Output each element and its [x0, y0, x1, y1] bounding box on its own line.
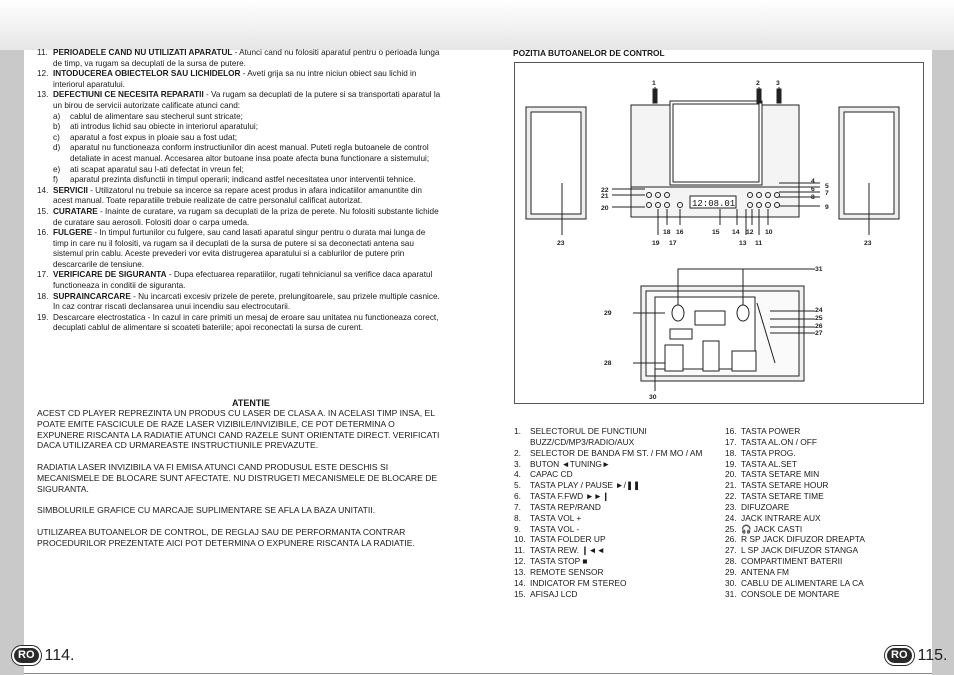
sub-list-item: e) ati scapat aparatul sau l-ati defectat in vreun fel; — [53, 164, 244, 174]
legend-item: 25. 🎧 JACK CASTI — [725, 523, 803, 534]
callout-label: 7 — [825, 190, 829, 197]
atentie-paragraph: ACEST CD PLAYER REPREZINTA UN PRODUS CU LASER DE CLASA A. IN ACELASI TIMP INSA, EL POATE EMITE FASCICULE DE RAZE LASER VIZIBILE/INVIZIBILE, CE POT DETERMINA O EXPUNERE RISCANTA LA RADIATIE ATUNCI CAND RAZELE SUNT ORIENTATE DIRECT. VERIFICATI DACA UTILIZAREA CD URMAREASTE INSTRUCTIUNILE PREVAZUTE. — [37, 408, 440, 451]
legend-item: 23. DIFUZOARE — [725, 501, 790, 512]
callout-label: 20 — [601, 205, 609, 212]
callout-label: 2 — [756, 80, 760, 87]
legend-item: 12. TASTA STOP ■ — [514, 556, 588, 567]
callout-label: 28 — [604, 360, 612, 367]
legend-item: 16. TASTA POWER — [725, 426, 801, 436]
legend-item: 18. TASTA PROG. — [725, 447, 796, 458]
callout-label: 13 — [739, 240, 747, 247]
legend-item: 26. R SP JACK DIFUZOR DREAPTA — [725, 534, 865, 545]
header-band — [0, 0, 954, 50]
callout-label: 23 — [864, 240, 872, 247]
legend-item: 21. TASTA SETARE HOUR — [725, 480, 829, 491]
legend-item: 9. TASTA VOL - — [514, 523, 580, 534]
callout-label: 23 — [557, 240, 565, 247]
legend-item: 17. TASTA AL.ON / OFF — [725, 436, 818, 447]
page-footer-right — [885, 646, 947, 665]
sub-list-item: a) cablul de alimentare sau stecherul sunt stricate; — [53, 111, 243, 121]
footer-rule — [24, 673, 932, 674]
safety-instructions — [37, 48, 442, 334]
language-badge: RO — [885, 646, 914, 665]
legend-item: 1. SELECTORUL DE FUNCTIUNI BUZZ/CD/MP3/RADIO/AUX — [514, 426, 647, 447]
callout-label: 29 — [604, 310, 612, 317]
list-item: 18. SUPRAINCARCARE - Nu incarcati excesiv prizele de perete, prelungitoarele, sau prizele multiple casnice. In caz contrar riscati declansarea unui incendiu sau electrocutarii. — [37, 291, 440, 312]
sub-list-item: f) aparatul prezinta disfunctii in timpul operarii; indicand astfel necesitatea unor interventii tehnice. — [53, 175, 416, 185]
legend-item: 22. TASTA SETARE TIME — [725, 491, 824, 502]
legend-left — [514, 426, 720, 600]
legend-item: 30. CABLU DE ALIMENTARE LA CA — [725, 577, 864, 588]
atentie-paragraph: RADIATIA LASER INVIZIBILA VA FI EMISA ATUNCI CAND PRODUSUL ESTE DESCHIS SI MECANISMELE DE BLOCARE SUNT AFECTATE. NU DISTRUGETI MECANISMELE DE BLOCARE DE SIGURANTA. — [37, 461, 438, 494]
legend-item: 29. ANTENA FM — [725, 566, 789, 577]
legend-item: 2. SELECTOR DE BANDA FM ST. / FM MO / AM — [514, 447, 703, 458]
atentie-paragraph: SIMBOLURILE GRAFICE CU MARCAJE SUPLIMENTARE SE AFLA LA BAZA UNITATII. — [37, 505, 376, 516]
section-title: POZITIA BUTOANELOR DE CONTROL — [513, 48, 665, 58]
callout-label: 1 — [652, 80, 656, 87]
language-badge: RO — [12, 646, 41, 665]
legend-item: 6. TASTA F.FWD ►►❙ — [514, 491, 610, 502]
legend-right — [725, 426, 925, 600]
callout-label: 21 — [601, 193, 609, 200]
page-number: 114. — [44, 646, 75, 664]
legend-item: 20. TASTA SETARE MIN — [725, 469, 820, 480]
callout-label: 6 — [811, 186, 815, 193]
callout-label: 31 — [815, 266, 823, 273]
legend-item: 24. JACK INTRARE AUX — [725, 512, 821, 523]
list-item: 12. INTODUCEREA OBIECTELOR SAU LICHIDELOR - Aveti grija sa nu intre niciun obiect sau lichid in interiorul aparatului. — [37, 69, 417, 89]
list-item: 15. CURATARE - Inainte de curatare, va rugam sa decuplati de la priza de perete. Nu folositi substante lichide de curatare sau aerosoli. Folositi doar o carpa umeda. — [37, 206, 439, 227]
control-diagram — [514, 62, 924, 404]
callout-label: 12 — [746, 229, 754, 236]
legend-item: 14. INDICATOR FM STEREO — [514, 577, 627, 588]
sub-list-item: d) aparatul nu functioneaza conform instructiunilor din acest manual. Puteti regla butoanele de control detaliate in acest manual. Accesarea altor butoane insa poate afecta buna functionare a sistemului; — [53, 143, 430, 163]
legend-item: 3. BUTON ◄TUNING► — [514, 458, 611, 469]
callout-label: 8 — [811, 194, 815, 201]
page-footer-left — [12, 646, 74, 665]
legend-item: 31. CONSOLE DE MONTARE — [725, 588, 840, 599]
list-item: 14. SERVICII - Utilizatorul nu trebuie sa incerce sa repare acest produs in afara indicatiilor amanuntite din acest manual. Toate reparatiile trebuie realizate de catre personalul calificat autorizat. — [37, 185, 422, 206]
sub-list-item: c) aparatul a fost expus in ploaie sau a fost udat; — [53, 132, 238, 142]
callout-label: 4 — [811, 178, 815, 185]
legend-item: 8. TASTA VOL + — [514, 512, 582, 523]
callout-label: 16 — [676, 229, 684, 236]
list-item: 19. Descarcare electrostatica - In cazul in care primiti un mesaj de eroare sau unitatea nu functioneaza corect, decuplati cablul de alimentare si scoateti bateriile; apoi reconectati la sursa de curent. — [37, 312, 439, 333]
legend-item: 13. REMOTE SENSOR — [514, 566, 604, 577]
legend-item: 11. TASTA REW. ❙◄◄ — [514, 545, 605, 556]
callout-label: 17 — [669, 240, 677, 247]
callout-label: 25 — [815, 315, 823, 322]
list-item: 16. FULGERE - In timpul furtunilor cu fulgere, sau cand lasati aparatul singur pentru o durata mai lunga de timp in care nu il folositi, va rugam sa il decuplati de la sursa de putere si sa deconectati antena sau sistemul prin cablu. Aceste prevederi vor evita distrugerea aparatului si a cablurilor de putere prin descarcarile de tensiune. — [37, 228, 426, 269]
legend-item: 5. TASTA PLAY / PAUSE ►/❚❚ — [514, 480, 640, 491]
list-item: 13. DEFECTIUNI CE NECESITA REPARATII - Va rugam sa decuplati de la putere si sa transportati aparatul la un birou de servicii autorizate calificate atunci cand: — [37, 90, 441, 110]
callout-label: 5 — [825, 183, 829, 190]
callout-label: 27 — [815, 330, 823, 337]
right-margin-bar — [932, 50, 954, 675]
list-item: 11. PERIOADELE CAND NU UTILIZATI APARATUL - Atunci cand nu folositi aparatul pentru o perioada lunga de timp, va rugam sa decuplati de la sursa de putere. — [37, 48, 440, 68]
callout-label: 18 — [663, 229, 671, 236]
callout-label: 30 — [649, 394, 657, 401]
callout-label: 24 — [815, 307, 823, 314]
legend-item: 7. TASTA REP/RAND — [514, 501, 601, 512]
list-item: 17. VERIFICARE DE SIGURANTA - Dupa efectuarea reparatiilor, rugati tehnicianul sa verifice daca aparatul functioneaza in conditii de siguranta. — [37, 270, 433, 291]
callout-label: 10 — [765, 229, 773, 236]
callout-label: 15 — [712, 229, 720, 236]
callout-label: 22 — [601, 187, 609, 194]
legend-item: 15. AFISAJ LCD — [514, 588, 578, 599]
callout-label: 26 — [815, 323, 823, 330]
callout-label: 11 — [755, 240, 763, 247]
legend-item: 19. TASTA AL.SET — [725, 458, 798, 469]
atentie-heading: ATENTIE — [232, 398, 270, 408]
atentie-section — [37, 408, 442, 559]
lcd-readout: 12:08.01 — [692, 199, 736, 209]
atentie-paragraph: UTILIZAREA BUTOANELOR DE CONTROL, DE REGLAJ SAU DE PERFORMANTA CONTRAR PROCEDURILOR PREZENTATE AICI POT DETERMINA O EXPUNERE RISCANTA LA RADIATIE. — [37, 526, 415, 548]
callout-label: 14 — [732, 229, 740, 236]
sub-list-item: b) ati introdus lichid sau obiecte in interiorul aparatului; — [53, 122, 258, 132]
left-margin-bar — [0, 50, 24, 675]
device-drawing — [515, 63, 925, 405]
legend-item: 10. TASTA FOLDER UP — [514, 534, 606, 545]
page-number: 115. — [917, 646, 948, 664]
legend-item: 27. L SP JACK DIFUZOR STANGA — [725, 545, 859, 556]
legend-item: 4. CAPAC CD — [514, 469, 573, 480]
callout-label: 3 — [776, 80, 780, 87]
callout-label: 19 — [652, 240, 660, 247]
legend-item: 28. COMPARTIMENT BATERII — [725, 556, 843, 567]
callout-label: 9 — [825, 204, 829, 211]
